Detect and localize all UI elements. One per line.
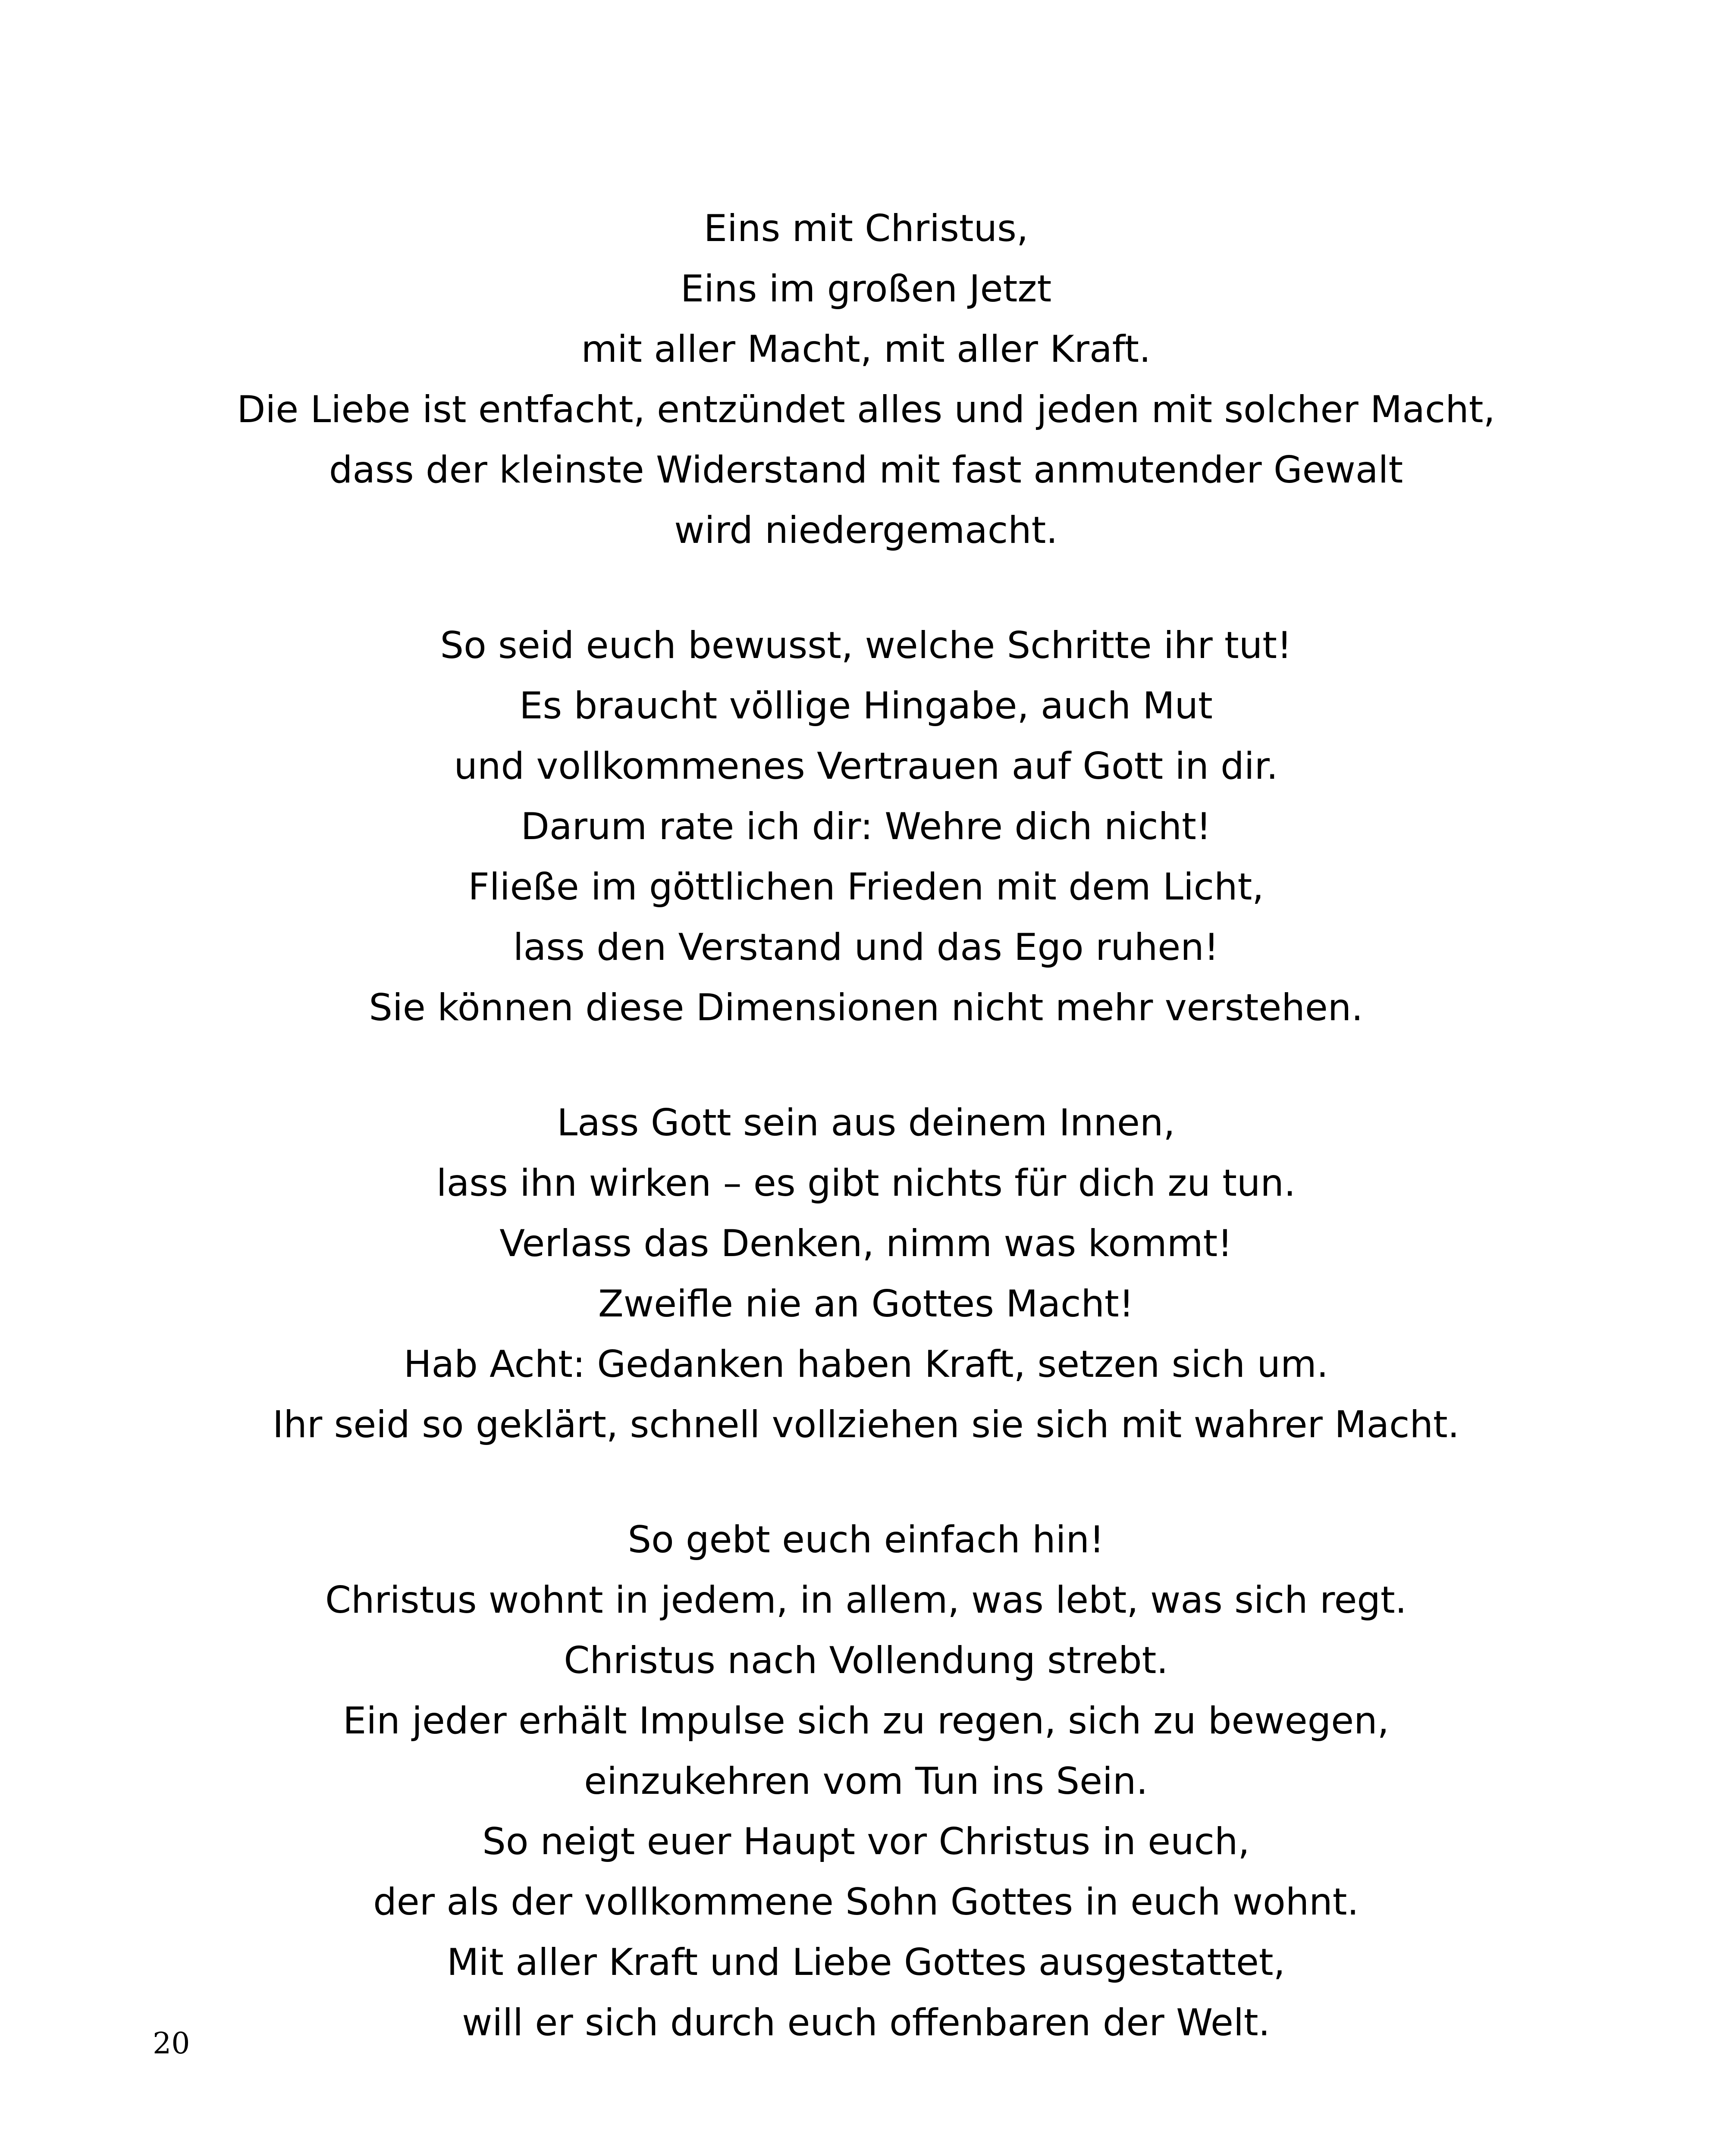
poem-line: Verlass das Denken, nimm was kommt! [499, 1222, 1233, 1265]
stanza-4 [0, 1510, 1732, 2053]
stanza-2 [0, 615, 1732, 1038]
poem-line: der als der vollkommene Sohn Gottes in euch wohnt. [373, 1880, 1359, 1924]
stanza-3 [0, 1093, 1732, 1455]
poem-line: Lass Gott sein aus deinem Innen, [557, 1101, 1175, 1144]
poem-line: So seid euch bewusst, welche Schritte ihr tut! [440, 624, 1292, 667]
poem-line: Ihr seid so geklärt, schnell vollziehen sie sich mit wahrer Macht. [273, 1403, 1459, 1446]
poem-line: Sie können diese Dimensionen nicht mehr verstehen. [369, 986, 1363, 1029]
poem-line: einzukehren vom Tun ins Sein. [584, 1760, 1148, 1803]
poem-line: Zweifle nie an Gottes Macht! [598, 1282, 1134, 1326]
poem-line: Ein jeder erhält Impulse sich zu regen, sich zu bewegen, [343, 1699, 1389, 1742]
poem-line: So gebt euch einfach hin! [628, 1518, 1104, 1561]
page-number: 20 [153, 2027, 190, 2061]
poem-line: Eins mit Christus, [703, 207, 1029, 250]
poem-line: Eins im großen Jetzt [680, 267, 1052, 310]
poem-line: wird niedergemacht. [674, 509, 1058, 552]
poem [0, 198, 1732, 2108]
poem-line: mit aller Macht, mit aller Kraft. [581, 328, 1151, 371]
stanza-1 [0, 198, 1732, 561]
poem-line: Darum rate ich dir: Wehre dich nicht! [521, 805, 1211, 848]
poem-line: Fließe im göttlichen Frieden mit dem Licht, [468, 865, 1264, 909]
poem-line: lass den Verstand und das Ego ruhen! [513, 926, 1219, 969]
poem-line: Christus nach Vollendung strebt. [564, 1639, 1168, 1682]
poem-line: Hab Acht: Gedanken haben Kraft, setzen sich um. [403, 1343, 1329, 1386]
poem-line: und vollkommenes Vertrauen auf Gott in dir. [454, 745, 1278, 788]
poem-line: Christus wohnt in jedem, in allem, was lebt, was sich regt. [325, 1579, 1407, 1622]
poem-line: Mit aller Kraft und Liebe Gottes ausgestattet, [447, 1941, 1285, 1984]
poem-line: dass der kleinste Widerstand mit fast anmutender Gewalt [329, 448, 1403, 492]
poem-line: lass ihn wirken – es gibt nichts für dich zu tun. [436, 1162, 1296, 1205]
poem-line: will er sich durch euch offenbaren der Welt. [462, 2001, 1270, 2044]
poem-line: Es braucht völlige Hingabe, auch Mut [519, 684, 1213, 727]
poem-line: So neigt euer Haupt vor Christus in euch, [482, 1820, 1250, 1863]
poem-line: Die Liebe ist entfacht, entzündet alles und jeden mit solcher Macht, [237, 388, 1495, 431]
